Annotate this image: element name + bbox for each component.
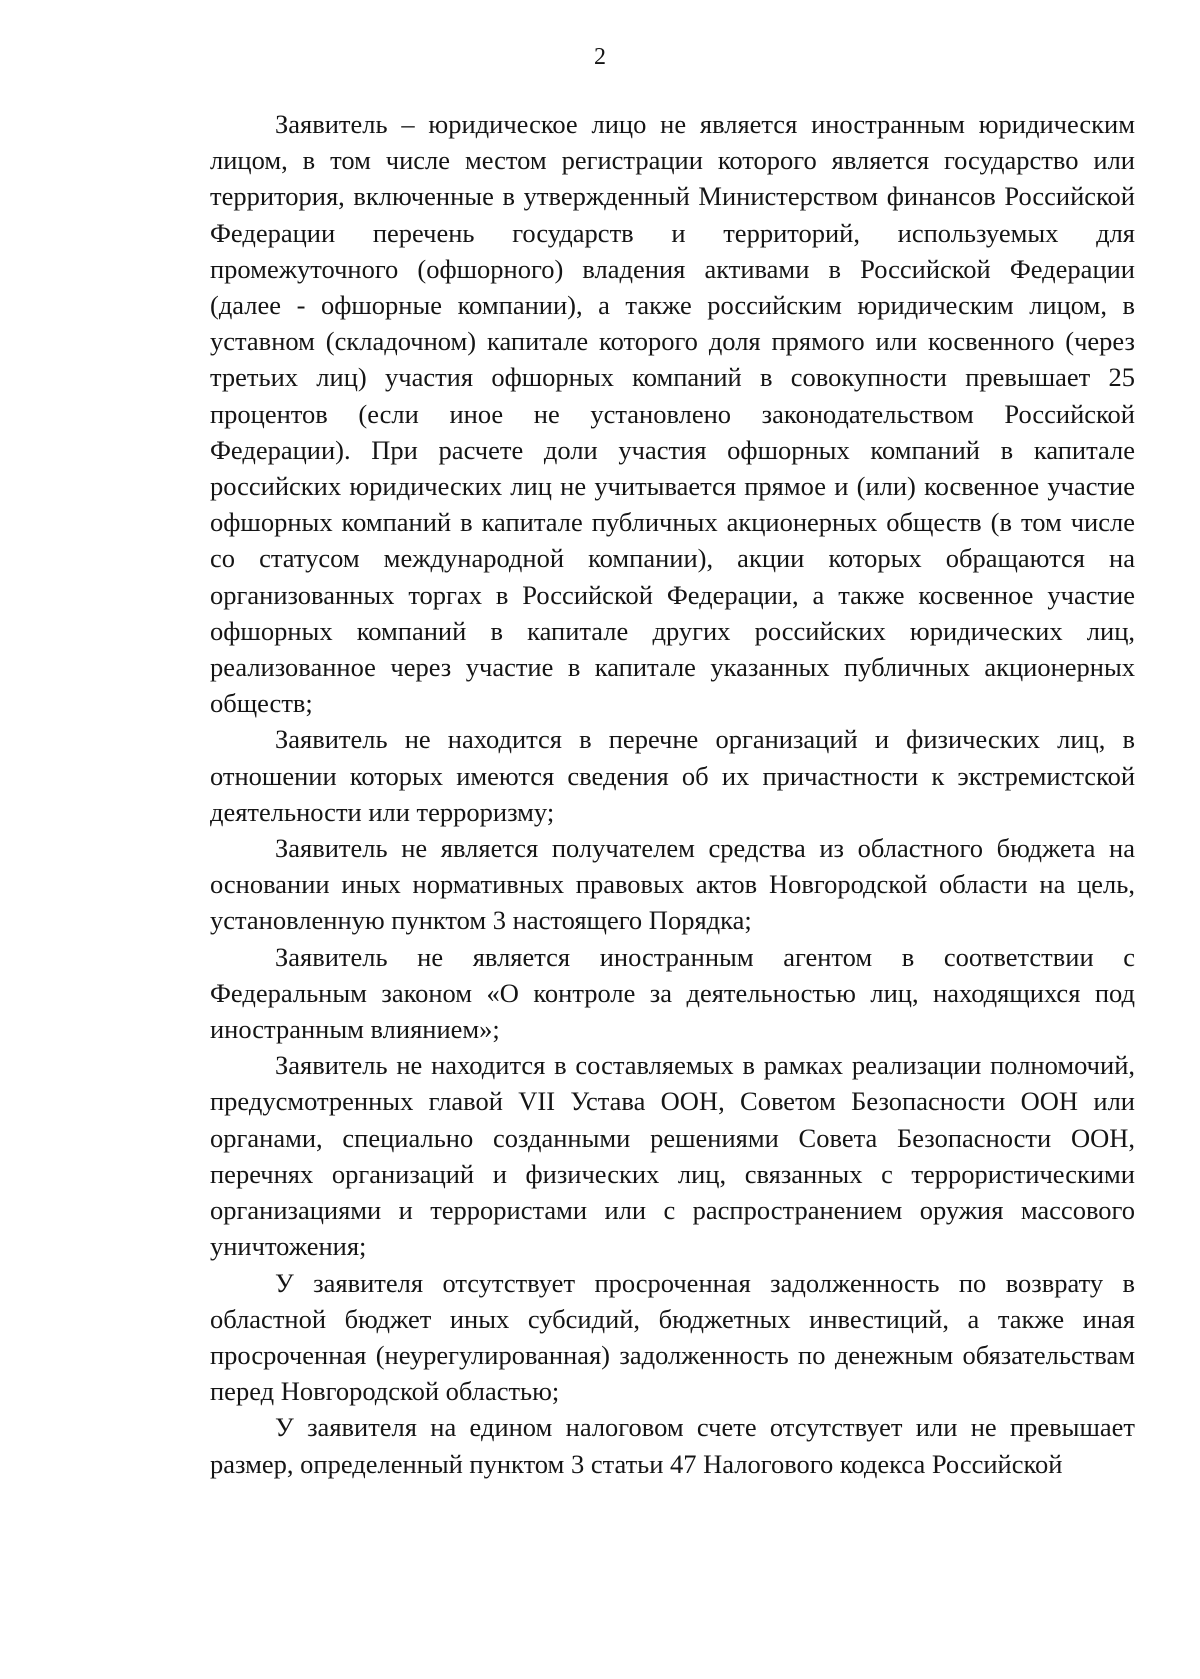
paragraph-tax-account: У заявителя на едином налоговом счете отсутствует или не превышает размер, определенный пунктом 3 статьи 47 Налогового кодекса Российской (210, 1412, 1135, 1479)
page-number: 2 (594, 44, 606, 70)
paragraph-extremism-list: Заявитель не находится в перечне организаций и физических лиц, в отношении которых имеются сведения об их причастности к экстремистской деятельности или терроризму; (210, 724, 1135, 827)
paragraph-overdue-debt: У заявителя отсутствует просроченная задолженность по возврату в областной бюджет иных субсидий, бюджетных инвестиций, а также иная просроченная (неурегулированная) задолженность по денежным обязательствам перед Новгородской областью; (210, 1267, 1135, 1407)
paragraph-other-budget-funds: Заявитель не является получателем средства из областного бюджета на основании иных нормативных правовых актов Новгородской области на цель, установленную пунктом 3 настоящего Порядка; (210, 833, 1135, 936)
paragraph-foreign-agent: Заявитель не является иностранным агентом в соответствии с Федеральным законом «О контроле за деятельностью лиц, находящихся под иностранным влиянием»; (210, 941, 1135, 1045)
document-body (210, 106, 1135, 1482)
paragraph-offshore-companies: Заявитель – юридическое лицо не является иностранным юридическим лицом, в том числе местом регистрации которого является государство или территория, включенные в утвержденный Министерством финансов Российской Федерации перечень государств и территорий, используемых для промежуточного (офшорного) владения активами в Российской Федерации (далее - офшорные компании), а также российским юридическим лицом, в уставном (складочном) капитале которого доля прямого или косвенного (через третьих лиц) участия офшорных компаний в совокупности превышает 25 процентов (если иное не установлено законодательством Российской Федерации). При расчете доли участия офшорных компаний в капитале российских юридических лиц не учитывается прямое и (или) косвенное участие офшорных компаний в капитале публичных акционерных обществ (в том числе со статусом международной компании), акции которых обращаются на организованных торгах в Российской Федерации, а также косвенное участие офшорных компаний в капитале других российских юридических лиц, реализованное через участие в капитале указанных публичных акционерных обществ; (210, 109, 1135, 719)
paragraph-un-security-council-lists: Заявитель не находится в составляемых в рамках реализации полномочий, предусмотренных главой VII Устава ООН, Советом Безопасности ООН или органами, специально созданными решениями Совета Безопасности ООН, перечнях организаций и физических лиц, связанных с террористическими организациями и террористами или с распространением оружия массового уничтожения; (210, 1050, 1135, 1262)
